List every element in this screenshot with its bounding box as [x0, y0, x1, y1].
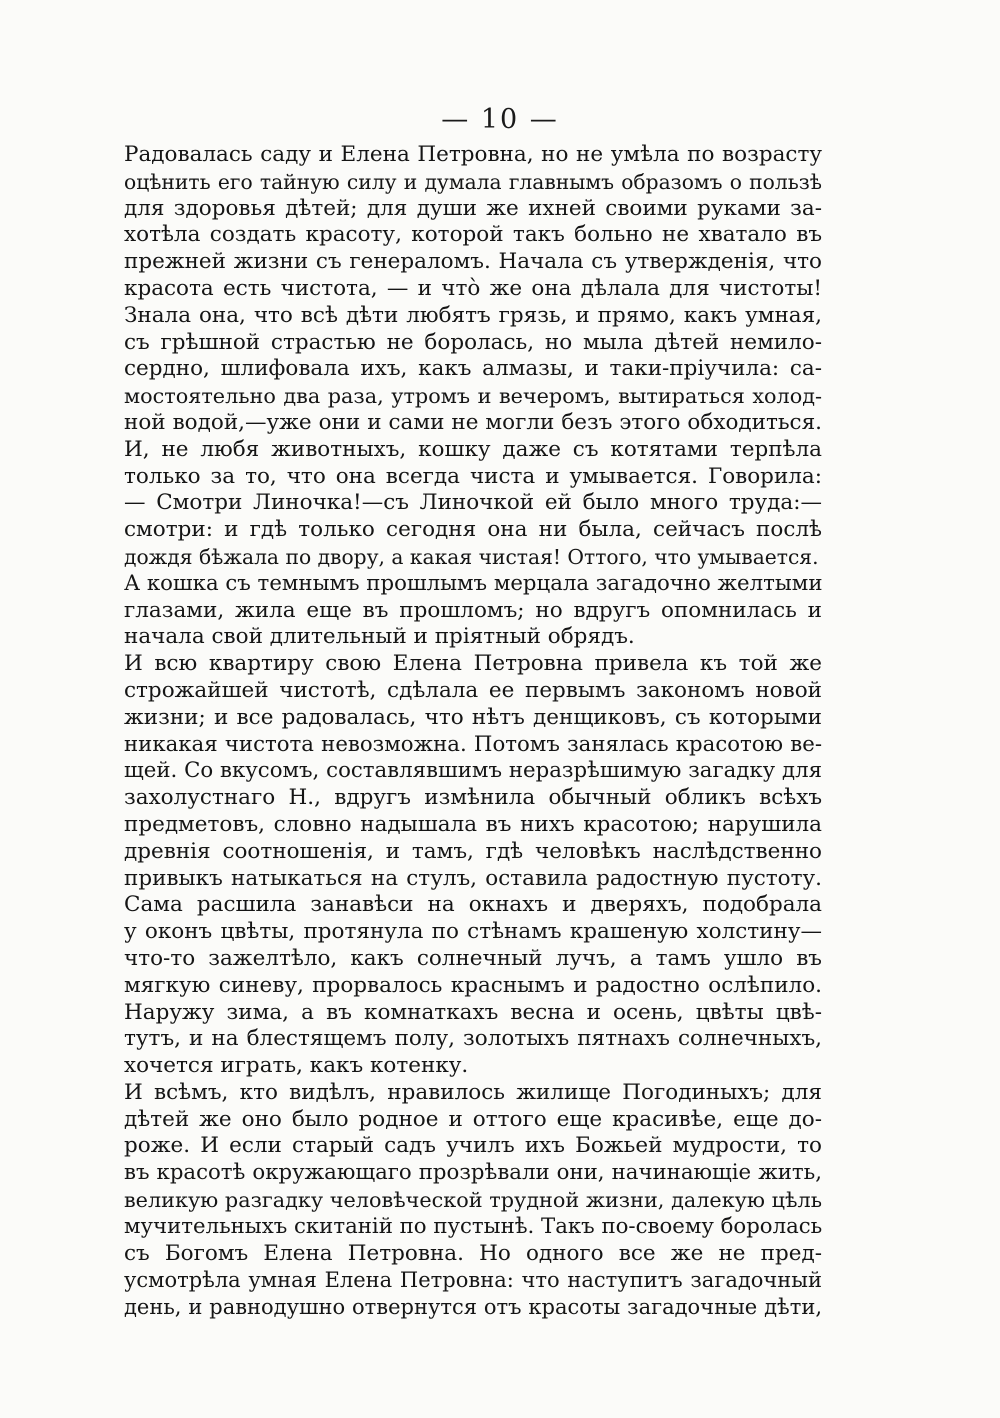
text-line: съ Богомъ Елена Петровна. Но одного все же не пред-	[124, 1240, 822, 1266]
text-line: захолустнаго Н., вдругъ измѣнила обычный обликъ всѣхъ	[124, 785, 822, 811]
text-line: мягкую синеву, прорвалось краснымъ и радостно ослѣпило.	[124, 972, 822, 998]
text-line: древнія соотношенія, и тамъ, гдѣ человѣкъ наслѣдственно	[124, 838, 822, 864]
text-line: день, и равнодушно отвернутся отъ красоты загадочные дѣти,	[124, 1295, 822, 1320]
text-line: И, не любя животныхъ, кошку даже съ котятами терпѣла	[124, 436, 822, 462]
text-line: дождя бѣжала по двору, а какая чистая! Оттого, что умывается.	[124, 544, 819, 569]
text-line: у оконъ цвѣты, протянула по стѣнамъ крашеную холстину—	[124, 919, 822, 945]
text-line: глазами, жила еще въ прошломъ; но вдругъ опомнилась и	[124, 597, 822, 623]
text-line: Радовалась саду и Елена Петровна, но не умѣла по возрасту	[124, 142, 822, 167]
text-line: великую разгадку человѣческой трудной жизни, далекую цѣль	[124, 1188, 822, 1213]
body-text	[124, 142, 822, 1321]
text-line: хочется играть, какъ котенку.	[124, 1053, 469, 1079]
text-line: съ грѣшной страстью не боролась, но мыла дѣтей немило-	[124, 329, 822, 355]
text-line: жизни; и все радовалась, что нѣтъ денщиковъ, съ которыми	[124, 704, 822, 730]
text-line: никакая чистота невозможна. Потомъ занялась красотою ве-	[124, 731, 822, 757]
page-number: — 10 —	[441, 104, 559, 135]
text-line: смотри: и гдѣ только сегодня она ни была, сейчасъ послѣ	[124, 517, 822, 543]
text-line: начала свой длительный и пріятный обрядъ.	[124, 624, 635, 650]
text-line: роже. И если старый садъ училъ ихъ Божьей мудрости, то	[124, 1133, 822, 1159]
text-line: для здоровья дѣтей; для души же ихней своими руками за-	[124, 195, 822, 221]
text-line: строжайшей чистотѣ, сдѣлала ее первымъ закономъ новой	[124, 677, 822, 703]
text-line: тутъ, и на блестящемъ полу, золотыхъ пятнахъ солнечныхъ,	[124, 1026, 822, 1052]
text-line: предметовъ, словно надышала въ нихъ красотою; нарушила	[124, 811, 822, 837]
text-line: И всю квартиру свою Елена Петровна привела къ той же	[124, 651, 822, 677]
text-line: — Смотри Линочка!—съ Линочкой ей было много труда:—	[124, 490, 822, 516]
text-line: усмотрѣла умная Елена Петровна: что наступитъ загадочный	[124, 1268, 822, 1293]
text-line: что-то зажелтѣло, какъ солнечный лучъ, а тамъ ушло въ	[124, 945, 822, 971]
text-line: привыкъ натыкаться на стулъ, оставила радостную пустоту.	[124, 865, 822, 891]
text-line: оцѣнить его тайную силу и думала главнымъ образомъ о пользѣ	[124, 169, 822, 194]
text-line: мостоятельно два раза, утромъ и вечеромъ, вытираться холод-	[124, 384, 822, 409]
text-line: прежней жизни съ генераломъ. Начала съ утвержденія, что	[124, 249, 822, 275]
text-line: Сама расшила занавѣси на окнахъ и дверяхъ, подобрала	[124, 892, 822, 918]
text-line: Знала она, что всѣ дѣти любятъ грязь, и прямо, какъ умная,	[124, 302, 822, 328]
text-line: только за то, что она всегда чиста и умывается. Говорила:	[124, 463, 822, 489]
text-line: ной водой,—уже они и сами не могли безъ этого обходиться.	[124, 409, 822, 435]
text-line: красота есть чистота, — и что̀ же она дѣлала для чистоты!	[124, 275, 822, 301]
text-line: мучительныхъ скитаній по пустынѣ. Такъ по-своему боролась	[124, 1213, 822, 1239]
text-line: И всѣмъ, кто видѣлъ, нравилось жилище Погодиныхъ; для	[124, 1079, 822, 1105]
text-line: А кошка съ темнымъ прошлымъ мерцала загадочно желтыми	[124, 570, 822, 596]
text-line: хотѣла создать красоту, которой такъ больно не хватало въ	[124, 222, 822, 248]
text-line: Наружу зима, а въ комнаткахъ весна и осень, цвѣты цвѣ-	[124, 999, 822, 1025]
text-line: щей. Со вкусомъ, составлявшимъ неразрѣшимую загадку для	[124, 758, 822, 784]
text-line: въ красотѣ окружающаго прозрѣвали они, начинающіе жить,	[124, 1160, 822, 1186]
text-line: дѣтей же оно было родное и оттого еще красивѣе, еще до-	[124, 1106, 822, 1132]
text-line: сердно, шлифовала ихъ, какъ алмазы, и таки-пріучила: са-	[124, 356, 822, 382]
